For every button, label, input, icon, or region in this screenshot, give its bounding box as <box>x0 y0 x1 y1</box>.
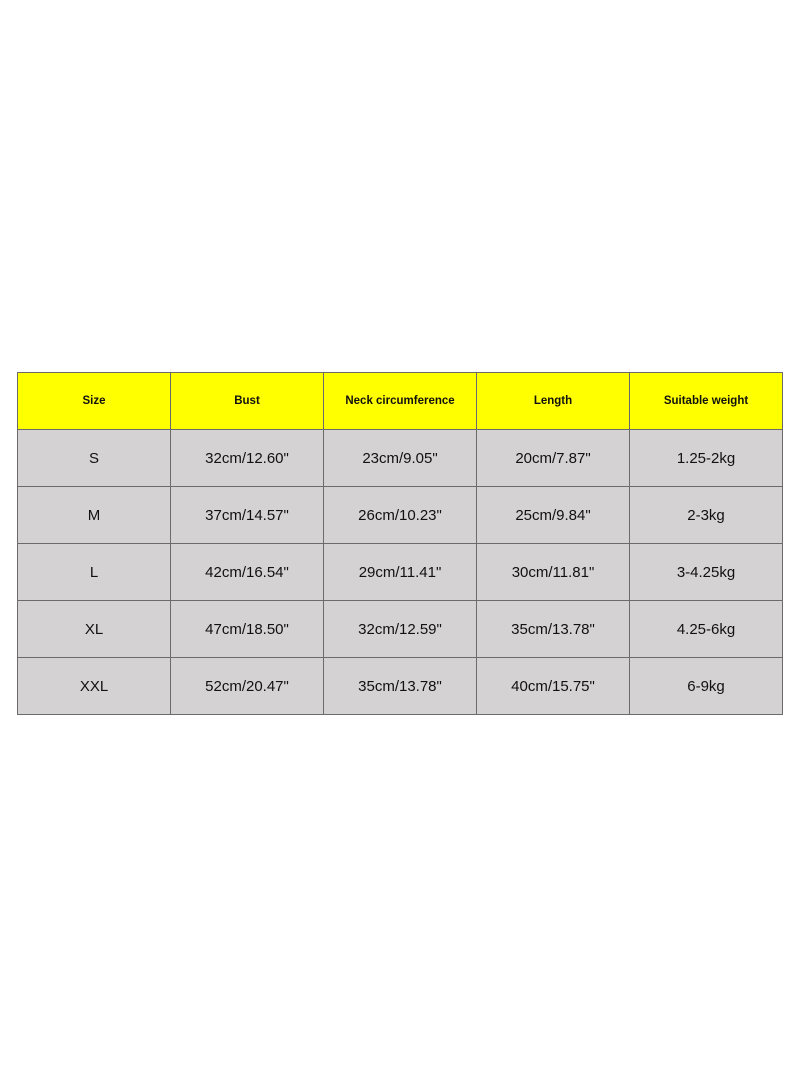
header-size: Size <box>18 373 171 430</box>
header-neck-circumference: Neck circumference <box>324 373 477 430</box>
cell-size: S <box>18 430 171 487</box>
table-row <box>18 601 783 658</box>
cell-length: 40cm/15.75" <box>477 658 630 715</box>
table-row <box>18 430 783 487</box>
cell-length: 25cm/9.84" <box>477 487 630 544</box>
cell-suitable-weight: 1.25-2kg <box>630 430 783 487</box>
cell-length: 30cm/11.81" <box>477 544 630 601</box>
cell-neck-circumference: 26cm/10.23" <box>324 487 477 544</box>
cell-suitable-weight: 4.25-6kg <box>630 601 783 658</box>
cell-bust: 42cm/16.54" <box>171 544 324 601</box>
cell-bust: 47cm/18.50" <box>171 601 324 658</box>
cell-length: 20cm/7.87" <box>477 430 630 487</box>
table-row <box>18 544 783 601</box>
size-chart-body <box>18 430 783 715</box>
cell-neck-circumference: 23cm/9.05" <box>324 430 477 487</box>
cell-size: XL <box>18 601 171 658</box>
cell-size: XXL <box>18 658 171 715</box>
cell-bust: 32cm/12.60" <box>171 430 324 487</box>
cell-suitable-weight: 6-9kg <box>630 658 783 715</box>
cell-suitable-weight: 2-3kg <box>630 487 783 544</box>
cell-size: L <box>18 544 171 601</box>
cell-neck-circumference: 29cm/11.41" <box>324 544 477 601</box>
table-row <box>18 658 783 715</box>
cell-length: 35cm/13.78" <box>477 601 630 658</box>
cell-bust: 52cm/20.47" <box>171 658 324 715</box>
cell-size: M <box>18 487 171 544</box>
size-chart-header <box>18 373 783 430</box>
header-suitable-weight: Suitable weight <box>630 373 783 430</box>
cell-suitable-weight: 3-4.25kg <box>630 544 783 601</box>
cell-bust: 37cm/14.57" <box>171 487 324 544</box>
table-row <box>18 487 783 544</box>
cell-neck-circumference: 32cm/12.59" <box>324 601 477 658</box>
cell-neck-circumference: 35cm/13.78" <box>324 658 477 715</box>
header-length: Length <box>477 373 630 430</box>
header-row <box>18 373 783 430</box>
size-chart-table <box>17 372 783 715</box>
header-bust: Bust <box>171 373 324 430</box>
